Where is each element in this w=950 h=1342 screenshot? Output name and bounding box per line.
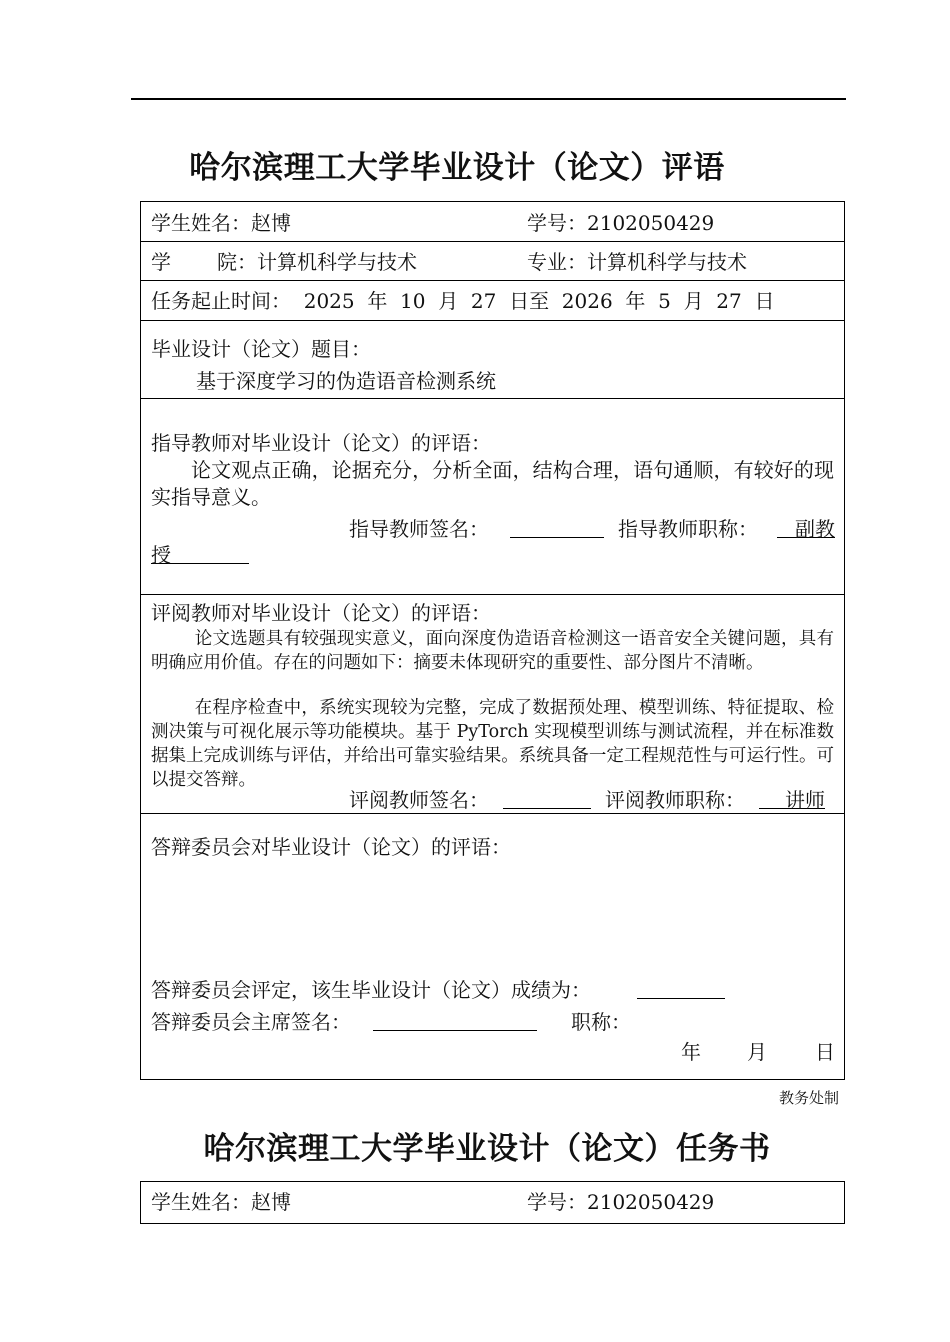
student-name: 学生姓名：赵博 (151, 211, 291, 235)
row-reviewer (141, 595, 844, 814)
topic-value: 基于深度学习的伪造语音检测系统 (196, 369, 496, 393)
reviewer-comment-1: 论文选题具有较强现实意义，面向深度伪造语音检测这一语音安全关键问题，具有明确应用价值。存在的问题如下：摘要未体现研究的重要性、部分图片不清晰。 (151, 629, 834, 673)
reviewer-comment-2: 在程序检查中，系统实现较为完整，完成了数据预处理、模型训练、特征提取、检测决策与可视化展示等功能模块。基于 PyTorch 实现模型训练与测试流程，并在标准数据集上完成训练与评估，并给出可靠实验结果。系统具备一定工程规范性与可运行性。可以提交答辩。 (151, 698, 834, 790)
row-committee (141, 814, 844, 1079)
top-rule (131, 98, 846, 100)
committee-grade-label: 答辩委员会评定，该生毕业设计（论文）成绩为： (151, 978, 591, 1002)
reviewer-title-value: 讲师 (759, 784, 825, 809)
advisor-title-value: 副教 (777, 513, 835, 538)
advisor-sign-label: 指导教师签名： (349, 517, 489, 541)
advisor-title-value-cont: 授 (151, 539, 249, 564)
task-row-student (141, 1182, 844, 1223)
college-value: 院：计算机科学与技术 (217, 250, 417, 274)
major: 专业：计算机科学与技术 (527, 250, 747, 274)
reviewer-sign-label: 评阅教师签名： (349, 788, 489, 812)
task-student-name: 学生姓名：赵博 (151, 1190, 291, 1214)
reviewer-sign-blank[interactable] (503, 784, 591, 809)
student-id: 学号：2102050429 (527, 211, 715, 235)
task-student-id: 学号：2102050429 (527, 1190, 715, 1214)
committee-chair-blank[interactable] (373, 1006, 537, 1031)
topic-label: 毕业设计（论文）题目： (151, 337, 371, 361)
date-year: 年 (681, 1040, 701, 1064)
eval-form-title: 哈尔滨理工大学毕业设计（论文）评语 (189, 150, 725, 186)
advisor-sign-blank[interactable] (510, 513, 604, 538)
committee-heading: 答辩委员会对毕业设计（论文）的评语： (151, 835, 511, 859)
reviewer-heading: 评阅教师对毕业设计（论文）的评语： (151, 601, 491, 625)
row-college (141, 242, 844, 281)
committee-chair-label: 答辩委员会主席签名： (151, 1010, 351, 1034)
row-student (141, 202, 844, 242)
row-advisor (141, 399, 844, 595)
advisor-comment: 论文观点正确，论据充分，分析全面，结构合理，语句通顺，有较好的现实指导意义。 (151, 458, 834, 509)
date-day: 日 (815, 1040, 835, 1064)
task-form-table (140, 1181, 845, 1224)
committee-grade-blank[interactable] (637, 974, 725, 999)
date-month: 月 (747, 1040, 767, 1064)
issuer-note: 教务处制 (779, 1089, 840, 1107)
committee-title-label: 职称： (571, 1010, 631, 1034)
task-form-title: 哈尔滨理工大学毕业设计（论文）任务书 (203, 1131, 771, 1167)
row-period (141, 281, 844, 321)
advisor-heading: 指导教师对毕业设计（论文）的评语： (151, 431, 491, 455)
advisor-title-label: 指导教师职称： (618, 517, 758, 541)
reviewer-title-label: 评阅教师职称： (605, 788, 745, 812)
row-topic (141, 321, 844, 399)
task-period: 任务起止时间： 2025 年 10 月 27 日至 2026 年 5 月 27 日 (151, 289, 775, 313)
college-label: 学 (151, 250, 171, 274)
eval-form-table (140, 201, 845, 1080)
